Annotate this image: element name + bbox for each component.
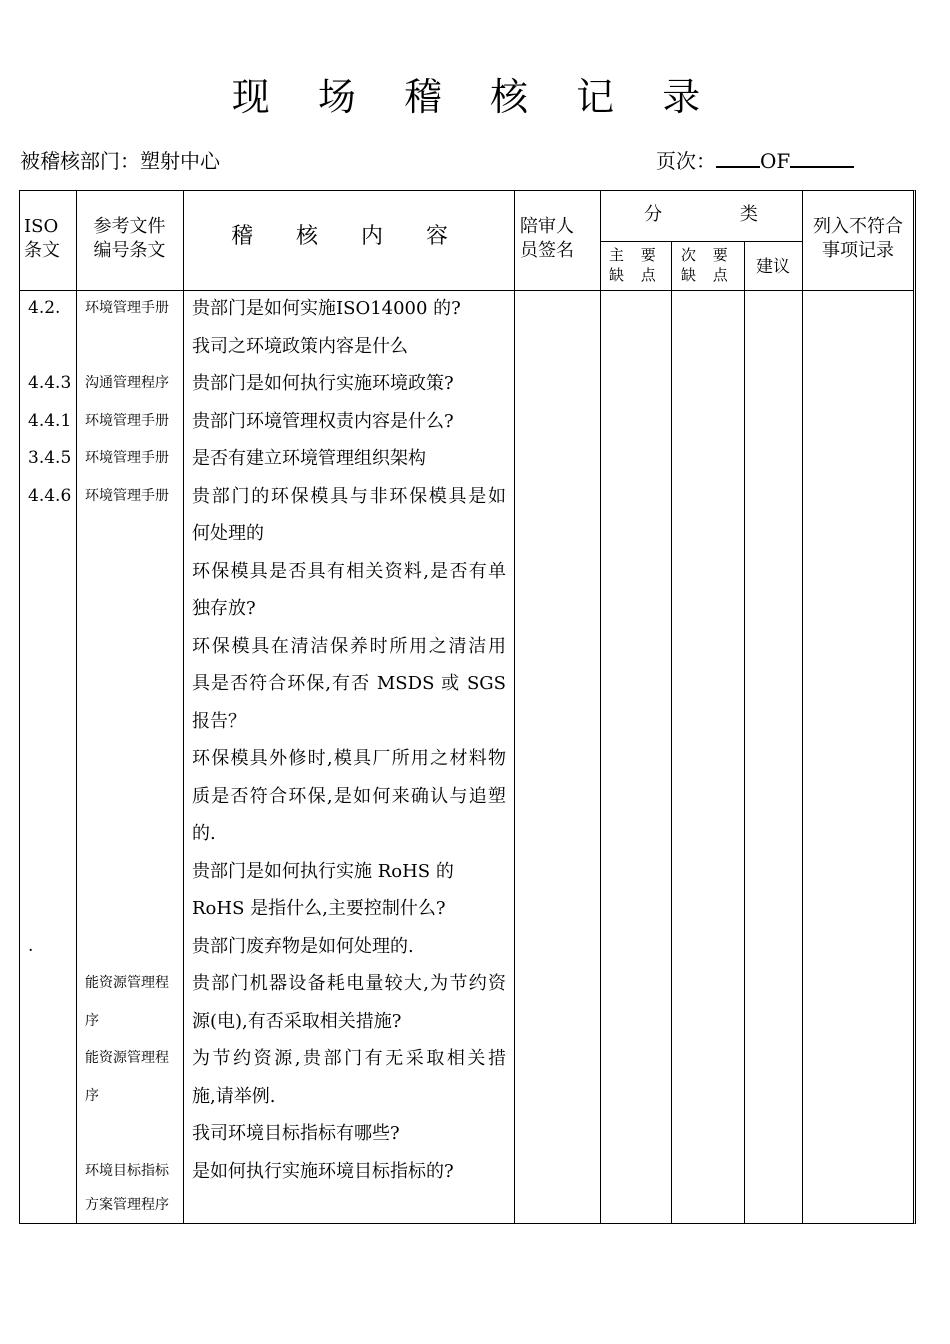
category-divider <box>600 241 802 242</box>
audit-question: RoHS 是指什么,主要控制什么? <box>192 898 446 919</box>
header-major <box>609 245 669 285</box>
audited-department: 被稽核部门：塑射中心 <box>20 149 220 173</box>
header-ref-line1: 参考文件 <box>93 216 166 237</box>
table-row <box>20 965 913 1003</box>
audit-question <box>192 1187 506 1225</box>
header-major-line2: 缺 点 <box>609 266 662 284</box>
audit-question: 我司环境目标指标有哪些? <box>192 1123 400 1144</box>
table-row <box>20 440 913 478</box>
audit-question: 环保模具是否具有相关资料,是否有单 <box>192 560 506 582</box>
document-title: 现 场 稽 核 记 录 <box>231 75 719 119</box>
audit-question: 源(电),有否采取相关措施? <box>192 1010 402 1032</box>
table-row <box>20 403 913 441</box>
table-row <box>20 478 913 516</box>
audit-question: 施,请举例. <box>192 1085 276 1107</box>
header-auditor <box>520 215 598 263</box>
header-nc-line2: 事项记录 <box>822 240 894 261</box>
table-row <box>20 590 913 628</box>
reference-doc: 环境管理手册 <box>85 300 169 316</box>
table-row <box>20 1078 913 1116</box>
audit-question: 环保模具外修时,模具厂所用之材料物 <box>192 748 506 769</box>
page-of-label: OF <box>760 149 791 173</box>
header-iso <box>24 215 72 263</box>
page-total-blank[interactable] <box>790 146 854 168</box>
header-nc-line1: 列入不符合 <box>813 216 903 237</box>
table-row <box>20 890 913 928</box>
audit-question: 为节约资源,贵部门有无采取相关措 <box>192 1048 506 1069</box>
audit-question: 环保模具在清洁保养时所用之清洁用 <box>192 635 506 657</box>
table-row <box>20 628 913 666</box>
table-row <box>20 815 913 853</box>
page-current-blank[interactable] <box>716 146 760 168</box>
iso-clause: 4.2. <box>28 298 61 318</box>
table-row <box>20 703 913 741</box>
table-row <box>20 1115 913 1153</box>
audit-table <box>19 190 916 1224</box>
header-minor-line2: 缺 点 <box>681 266 734 284</box>
table-row <box>20 778 913 816</box>
table-row <box>20 328 913 366</box>
table-row <box>20 1153 913 1191</box>
iso-clause: . <box>28 935 34 956</box>
reference-doc: 序 <box>85 1087 99 1104</box>
table-row <box>20 553 913 591</box>
audit-question: 何处理的 <box>192 523 264 544</box>
audit-question: 贵部门机器设备耗电量较大,为节约资 <box>192 973 506 994</box>
iso-clause: 4.4.1 <box>28 410 72 431</box>
table-row <box>20 515 913 553</box>
reference-doc: 方案管理程序 <box>85 1197 169 1213</box>
table-row <box>20 290 913 328</box>
reference-doc: 能资源管理程 <box>85 975 169 991</box>
header-content: 稽 核 内 容 <box>231 224 466 249</box>
page-number <box>656 146 854 176</box>
audit-question: 贵部门环境管理权责内容是什么? <box>192 410 454 432</box>
audit-question: 是如何执行实施环境目标指标的? <box>192 1160 454 1182</box>
audit-question: 具是否符合环保,有否 MSDS 或 SGS <box>192 673 506 694</box>
reference-doc: 沟通管理程序 <box>85 375 169 391</box>
header-auditor-line2: 员签名 <box>520 240 574 261</box>
audit-question: 贵部门废弃物是如何处理的. <box>192 935 414 957</box>
header-iso-line1: ISO <box>24 216 59 237</box>
audit-question: 独存放? <box>192 598 256 619</box>
audit-question: 报告？ <box>192 710 246 732</box>
reference-doc: 环境管理手册 <box>85 487 169 504</box>
audit-question: 贵部门是如何执行实施环境政策? <box>192 373 454 394</box>
page-label: 页次： <box>656 149 716 173</box>
table-row <box>20 853 913 891</box>
header-category: 分 类 <box>644 204 794 225</box>
table-row <box>20 1187 913 1225</box>
table-row <box>20 740 913 778</box>
header-reference <box>76 215 183 263</box>
table-row <box>20 1003 913 1041</box>
audit-question: 我司之环境政策内容是什么 <box>192 335 408 357</box>
header-minor-line1: 次 要 <box>681 246 734 264</box>
header-iso-line2: 条文 <box>24 240 60 261</box>
table-row <box>20 1040 913 1078</box>
audit-question: 贵部门的环保模具与非环保模具是如 <box>192 485 506 507</box>
audit-question: 质是否符合环保,是如何来确认与追塑 <box>192 785 506 807</box>
audit-question: 贵部门是如何执行实施 RoHS 的 <box>192 860 454 882</box>
iso-clause: 4.4.3 <box>28 373 72 393</box>
header-major-line1: 主 要 <box>609 246 662 264</box>
reference-doc: 序 <box>85 1012 99 1029</box>
table-row <box>20 928 913 966</box>
audit-question: 的. <box>192 823 216 844</box>
iso-clause: 4.4.6 <box>28 485 72 506</box>
header-suggestion: 建议 <box>756 257 790 277</box>
table-row <box>20 365 913 403</box>
header-nonconformance <box>802 215 914 263</box>
audit-question: 贵部门是如何实施ISO14000 的? <box>192 298 461 319</box>
reference-doc: 能资源管理程 <box>85 1050 169 1066</box>
reference-doc: 环境目标指标 <box>85 1162 169 1179</box>
iso-clause: 3.4.5 <box>28 448 72 468</box>
header-ref-line2: 编号条文 <box>93 240 166 261</box>
audit-question: 是否有建立环境管理组织架构 <box>192 448 426 469</box>
reference-doc: 环境管理手册 <box>85 450 169 466</box>
header-minor <box>681 245 741 285</box>
header-auditor-line1: 陪审人 <box>520 216 574 237</box>
table-row <box>20 665 913 703</box>
reference-doc: 环境管理手册 <box>85 412 169 429</box>
